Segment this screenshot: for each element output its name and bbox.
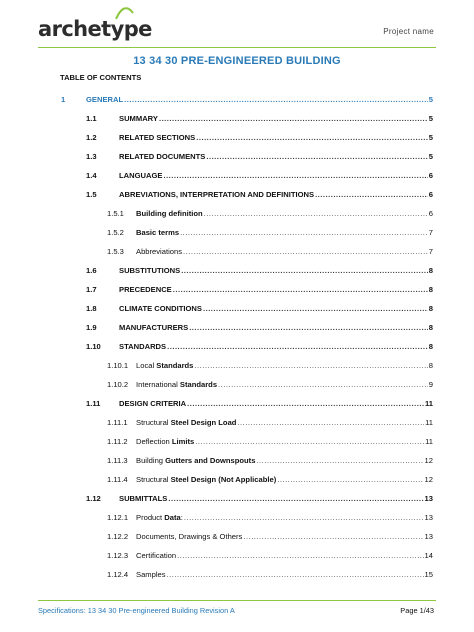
- toc-entry[interactable]: [107, 380, 433, 389]
- toc-entry-title: [136, 532, 242, 541]
- toc-entry-title: [136, 418, 236, 427]
- toc-dot-leader: [237, 418, 424, 427]
- toc-entry-title-part: Basic terms: [136, 228, 180, 237]
- toc-entry-page: 5: [428, 152, 433, 161]
- toc-entry-page: 11: [424, 399, 433, 408]
- toc-entry-title-part: DESIGN CRITERIA: [119, 399, 187, 408]
- toc-entry-title: [119, 171, 162, 180]
- toc-dot-leader: [243, 532, 423, 541]
- footer-page-number: Page 1/43: [400, 606, 434, 615]
- toc-dot-leader: [181, 266, 428, 275]
- toc-entry-page: 8: [428, 266, 433, 275]
- toc-entry-title-part: SUBMITTALS: [119, 494, 168, 503]
- toc-entry-title-part: RELATED DOCUMENTS: [119, 152, 206, 161]
- toc-entry-title-part: PRECEDENCE: [119, 285, 172, 294]
- toc-dot-leader: [315, 190, 428, 199]
- toc-dot-leader: [277, 475, 423, 484]
- toc-entry-page: 8: [428, 342, 433, 351]
- toc-entry-number: 1.10.2: [107, 380, 129, 389]
- toc-entry[interactable]: [86, 304, 433, 313]
- toc-entry[interactable]: [107, 209, 433, 218]
- toc-dot-leader: [180, 228, 428, 237]
- toc-entry-title: [136, 437, 194, 446]
- toc-entry-page: 8: [428, 323, 433, 332]
- toc-entry-title: [136, 551, 176, 560]
- toc-dot-leader: [256, 456, 423, 465]
- toc-entry-page: 11: [425, 437, 433, 446]
- toc-entry-title: [136, 475, 276, 484]
- toc-entry-number: 1.1: [86, 114, 97, 123]
- toc-dot-leader: [124, 95, 428, 104]
- toc-entry-title-part: Standards: [156, 361, 194, 370]
- toc-entry-title-part: SUMMARY: [119, 114, 158, 123]
- toc-entry-title: [119, 190, 314, 199]
- toc-entry-number: 1.5.1: [107, 209, 124, 218]
- toc-entry-title: [136, 247, 182, 256]
- toc-dot-leader: [195, 437, 424, 446]
- toc-entry-title-part: Data: [164, 513, 181, 522]
- footer-divider: [38, 600, 436, 601]
- toc-entry-page: 5: [428, 114, 433, 123]
- toc-entry-page: 6: [428, 209, 433, 218]
- toc-entry[interactable]: [107, 532, 433, 541]
- toc-entry-page: 9: [428, 380, 433, 389]
- footer-spec-title: Specifications: 13 34 30 Pre-engineered Building Revision A: [38, 606, 235, 615]
- toc-entry-title-part: Building definition: [136, 209, 203, 218]
- toc-entry-title: [119, 266, 180, 275]
- toc-entry-page: 12: [424, 456, 433, 465]
- toc-entry-title-part: Product: [136, 513, 165, 522]
- toc-entry-number: 1.6: [86, 266, 97, 275]
- toc-entry-page: 15: [424, 570, 433, 579]
- toc-entry-number: 1.3: [86, 152, 97, 161]
- toc-entry-title-part: Standards: [179, 380, 218, 389]
- toc-entry-title-part: Structural: [136, 475, 171, 484]
- toc-entry-number: 1.11.1: [107, 418, 128, 427]
- toc-entry-page: 8: [428, 285, 433, 294]
- toc-entry-title-part: RELATED SECTIONS: [119, 133, 196, 142]
- toc-entry-page: 12: [424, 475, 433, 484]
- toc-entry-title-part: GENERAL: [86, 95, 124, 104]
- toc-entry[interactable]: [107, 456, 433, 465]
- toc-entry-title-part: SUBSTITUTIONS: [119, 266, 181, 275]
- toc-entry-title: [136, 570, 166, 579]
- toc-entry-number: 1.5: [86, 190, 97, 199]
- toc-entry-title-part: :: [180, 513, 183, 522]
- toc-entry-number: 1.11.3: [107, 456, 128, 465]
- toc-entry-title: [119, 399, 186, 408]
- toc-entry[interactable]: [107, 570, 433, 579]
- toc-entry-title: [86, 95, 123, 104]
- toc-dot-leader: [168, 494, 423, 503]
- toc-entry-page: 8: [428, 361, 433, 370]
- toc-heading: TABLE OF CONTENTS: [60, 73, 142, 82]
- toc-dot-leader: [163, 171, 427, 180]
- toc-entry[interactable]: [86, 399, 433, 408]
- toc-entry-title-part: Building: [136, 456, 166, 465]
- toc-entry-title: [119, 494, 167, 503]
- toc-dot-leader: [167, 342, 428, 351]
- toc-entry-number: 1.10: [86, 342, 101, 351]
- toc-entry[interactable]: [107, 228, 433, 237]
- toc-entry-title-part: CLIMATE CONDITIONS: [119, 304, 202, 313]
- toc-entry-page: 7: [428, 247, 433, 256]
- toc-entry-page: 5: [428, 95, 433, 104]
- toc-entry-title: [119, 114, 158, 123]
- toc-entry-number: 1.5.2: [107, 228, 124, 237]
- toc-entry-page: 6: [428, 171, 433, 180]
- toc-entry[interactable]: [86, 114, 433, 123]
- toc-entry-title: [136, 209, 203, 218]
- toc-entry-page: 13: [424, 513, 433, 522]
- toc-entry-number: 1.7: [86, 285, 97, 294]
- toc-dot-leader: [203, 304, 428, 313]
- toc-entry-page: 13: [424, 494, 433, 503]
- toc-entry-title: [119, 133, 195, 142]
- toc-dot-leader: [184, 513, 424, 522]
- toc-entry-number: 1.4: [86, 171, 97, 180]
- toc-entry-number: 1.9: [86, 323, 97, 332]
- toc-entry[interactable]: [86, 285, 433, 294]
- toc-entry[interactable]: [86, 133, 433, 142]
- toc-entry-title-part: Limits: [171, 437, 195, 446]
- toc-entry[interactable]: [86, 266, 433, 275]
- toc-entry-title-part: LANGUAGE: [119, 171, 163, 180]
- toc-dot-leader: [206, 152, 427, 161]
- toc-entry-title-part: Steel Design (Not Applicable): [170, 475, 277, 484]
- toc-entry-title-part: STANDARDS: [119, 342, 167, 351]
- toc-entry[interactable]: [107, 361, 433, 370]
- toc-entry-number: 1.8: [86, 304, 97, 313]
- toc-entry-page: 13: [424, 532, 433, 541]
- toc-entry[interactable]: [86, 494, 433, 503]
- toc-entry-title: [136, 361, 193, 370]
- toc-entry-title-part: Certification: [136, 551, 177, 560]
- toc-entry-title: [119, 152, 205, 161]
- toc-entry-number: 1.12.4: [107, 570, 129, 579]
- toc-entry-title-part: Abbreviations: [136, 247, 183, 256]
- toc-entry-title-part: International: [136, 380, 180, 389]
- toc-entry-title-part: Local: [136, 361, 157, 370]
- toc-dot-leader: [177, 551, 423, 560]
- toc-entry-title-part: Deflection: [136, 437, 172, 446]
- toc-dot-leader: [189, 323, 428, 332]
- toc-entry-title: [119, 304, 202, 313]
- toc-entry-number: 1.12.1: [107, 513, 129, 522]
- toc-entry-page: 5: [428, 133, 433, 142]
- toc-entry-number: 1.2: [86, 133, 97, 142]
- toc-entry-title-part: ABREVIATIONS, INTERPRETATION AND DEFINITIONS: [119, 190, 315, 199]
- toc-entry[interactable]: [107, 513, 433, 522]
- toc-entry-title-part: MANUFACTURERS: [119, 323, 189, 332]
- toc-entry[interactable]: [86, 342, 433, 351]
- toc-entry-title: [136, 456, 255, 465]
- toc-entry-title-part: Samples: [136, 570, 166, 579]
- toc-entry[interactable]: [61, 95, 433, 104]
- toc-entry[interactable]: [86, 171, 433, 180]
- toc-dot-leader: [173, 285, 428, 294]
- toc-entry[interactable]: [86, 323, 433, 332]
- toc-entry[interactable]: [107, 475, 433, 484]
- toc-dot-leader: [159, 114, 428, 123]
- toc-entry-number: 1.12: [86, 494, 101, 503]
- toc-entry-title-part: Structural: [136, 418, 171, 427]
- toc-entry[interactable]: [107, 418, 433, 427]
- toc-entry-title: [136, 228, 179, 237]
- toc-entry-title: [119, 342, 166, 351]
- toc-dot-leader: [204, 209, 428, 218]
- toc-dot-leader: [167, 570, 424, 579]
- toc-entry-number: 1.5.3: [107, 247, 124, 256]
- document-title: 13 34 30 PRE-ENGINEERED BUILDING: [133, 55, 341, 67]
- toc-entry-title: [119, 285, 172, 294]
- toc-entry-title: [136, 513, 183, 522]
- toc-entry-number: 1.11.4: [107, 475, 128, 484]
- toc-entry-page: 11: [425, 418, 433, 427]
- toc-entry[interactable]: [107, 247, 433, 256]
- toc-entry-page: 6: [428, 190, 433, 199]
- project-name-label: Project name: [383, 27, 434, 36]
- toc-entry-number: 1: [61, 95, 66, 104]
- toc-entry[interactable]: [86, 152, 433, 161]
- toc-entry-page: 14: [424, 551, 433, 560]
- toc-entry-number: 1.11: [86, 399, 101, 408]
- toc-dot-leader: [218, 380, 428, 389]
- toc-dot-leader: [183, 247, 428, 256]
- toc-dot-leader: [194, 361, 427, 370]
- toc-dot-leader: [196, 133, 428, 142]
- toc-entry-page: 7: [428, 228, 433, 237]
- toc-entry-title-part: Documents, Drawings & Others: [136, 532, 243, 541]
- toc-entry-number: 1.12.2: [107, 532, 129, 541]
- toc-entry-title: [136, 380, 217, 389]
- logo-text: archetype: [38, 17, 152, 41]
- toc-entry-title: [119, 323, 188, 332]
- toc-entry-title-part: Steel Design Load: [170, 418, 237, 427]
- toc-entry-number: 1.12.3: [107, 551, 129, 560]
- toc-entry-number: 1.10.1: [107, 361, 129, 370]
- toc-entry-title-part: Gutters and Downspouts: [165, 456, 256, 465]
- toc-entry[interactable]: [107, 551, 433, 560]
- toc-entry-page: 8: [428, 304, 433, 313]
- toc-entry-number: 1.11.2: [107, 437, 128, 446]
- toc-entry[interactable]: [86, 190, 433, 199]
- toc-entry[interactable]: [107, 437, 433, 446]
- toc-dot-leader: [187, 399, 424, 408]
